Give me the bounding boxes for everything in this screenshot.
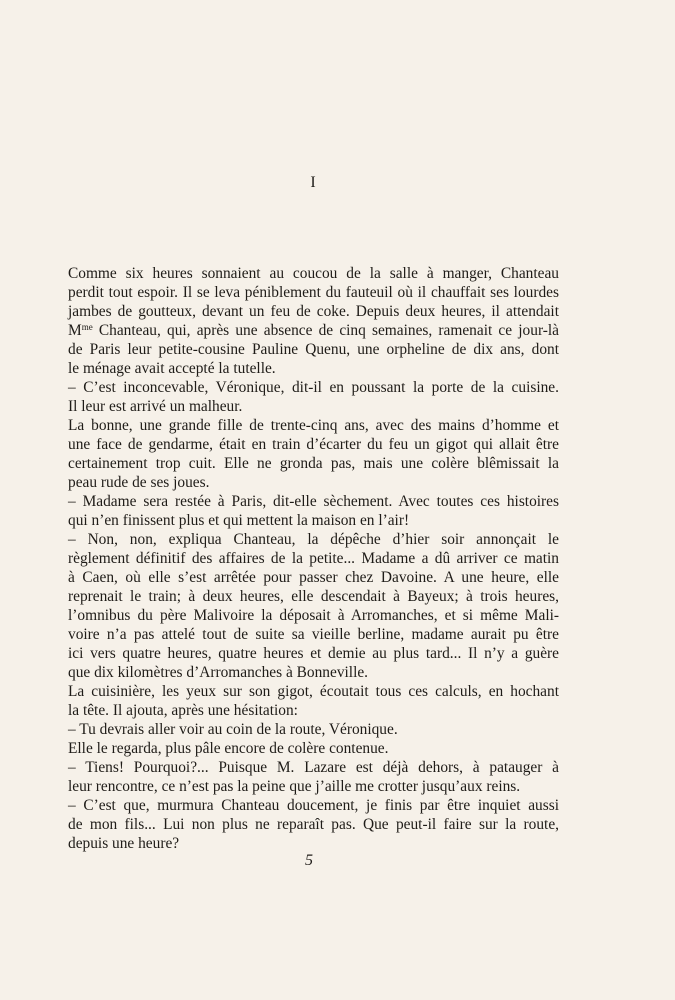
text-line: certainement trop cuit. Elle ne gronda pas, mais une colère blêmissait la	[68, 455, 559, 472]
paragraph	[68, 739, 559, 758]
text-line: règlement définitif des affaires de la petite... Madame a dû arriver ce matin	[68, 550, 559, 567]
text-line: – C’est inconcevable, Véronique, dit-il en poussant la porte de la cuisine.	[68, 379, 559, 396]
text-line: que dix kilomètres d’Arromanches à Bonneville.	[68, 664, 369, 681]
text-line: leur rencontre, ce n’est pas la peine que j’aille me crotter jusqu’aux reins.	[68, 778, 521, 795]
text-line: – C’est que, murmura Chanteau doucement, je finis par être inquiet aussi	[68, 797, 559, 814]
text-line: depuis une heure?	[68, 835, 180, 852]
text-line: de mon fils... Lui non plus ne reparaît pas. Que peut-il faire sur la route,	[68, 816, 559, 833]
paragraph	[68, 530, 559, 682]
text-line: jambes de goutteux, devant un feu de coke. Depuis deux heures, il attendait	[68, 303, 559, 320]
text-line: ici vers quatre heures, quatre heures et demie au plus tard... Il n’y a guère	[68, 645, 559, 662]
text-line: voire n’a pas attelé tout de suite sa vieille berline, madame aurait pu être	[68, 626, 559, 643]
paragraph	[68, 416, 559, 492]
text-line: La cuisinière, les yeux sur son gigot, écoutait tous ces calculs, en hochant	[68, 683, 559, 700]
text-line: – Tu devrais aller voir au coin de la route, Véronique.	[68, 721, 398, 738]
paragraph	[68, 378, 559, 416]
chapter-numeral: I	[310, 174, 316, 191]
paragraph	[68, 796, 559, 853]
text-line: Elle le regarda, plus pâle encore de colère contenue.	[68, 740, 389, 757]
text-line: Il leur est arrivé un malheur.	[68, 398, 243, 415]
text-line: reprenait le train; à deux heures, elle descendait à Bayeux; à trois heures,	[68, 588, 559, 605]
text-line: perdit tout espoir. Il se leva péniblement du fauteuil où il chauffait ses lourdes	[68, 284, 559, 301]
text-line: de Paris leur petite-cousine Pauline Quenu, une orpheline de dix ans, dont	[68, 341, 559, 358]
text-line: une face de gendarme, était en train d’écarter du feu un gigot qui allait être	[68, 436, 559, 453]
text-line: le ménage avait accepté la tutelle.	[68, 360, 276, 377]
page-number: 5	[305, 852, 313, 869]
paragraph	[68, 758, 559, 796]
text-line: peau rude de ses joues.	[68, 474, 210, 491]
text-line: La bonne, une grande fille de trente-cinq ans, avec des mains d’homme et	[68, 417, 559, 434]
body-text	[68, 264, 559, 853]
text-line: Comme six heures sonnaient au coucou de la salle à manger, Chanteau	[68, 265, 559, 282]
paragraph	[68, 682, 559, 720]
text-line: – Non, non, expliqua Chanteau, la dépêche d’hier soir annonçait le	[68, 531, 559, 548]
text-line: qui n’en finissent plus et qui mettent la maison en l’air!	[68, 512, 410, 529]
text-line: – Tiens! Pourquoi?... Puisque M. Lazare est déjà dehors, à patauger à	[68, 759, 559, 776]
paragraph	[68, 720, 559, 739]
text-line: la tête. Il ajouta, après une hésitation:	[68, 702, 298, 719]
text-line: à Caen, où elle s’est arrêtée pour passer chez Davoine. A une heure, elle	[68, 569, 559, 586]
text-line: – Madame sera restée à Paris, dit-elle sèchement. Avec toutes ces histoires	[68, 493, 559, 510]
paragraph	[68, 264, 559, 378]
text-line: l’omnibus du père Malivoire la déposait à Arromanches, et si même Mali-	[68, 607, 559, 624]
text-line: $M^{me}$ Chanteau, qui, après une absence de cinq semaines, ramenait ce jour-là	[68, 322, 559, 339]
paragraph	[68, 492, 559, 530]
